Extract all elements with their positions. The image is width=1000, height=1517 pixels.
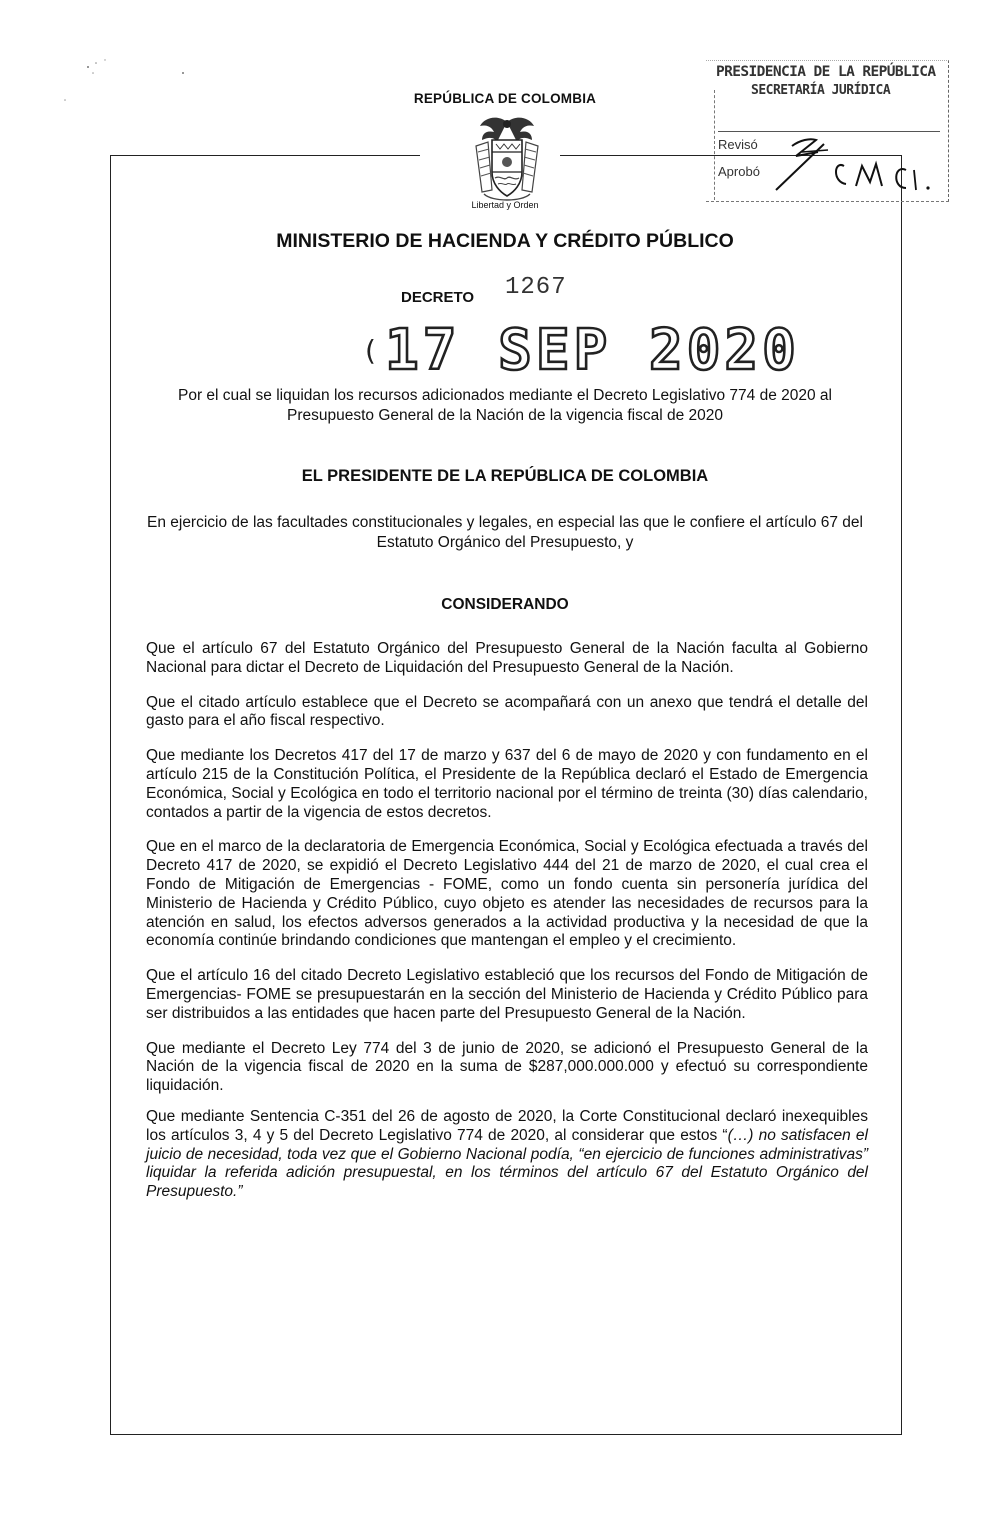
stamp-aprobo-label: Aprobó xyxy=(718,164,760,179)
paragraph-1: Que el artículo 67 del Estatuto Orgánico del Presupuesto General de la Nación faculta al Gobierno Nacional para dictar el Decreto de Liquidación del Presupuesto General de la Nación. xyxy=(146,640,868,676)
president-heading: EL PRESIDENTE DE LA REPÚBLICA DE COLOMBIA xyxy=(301,467,709,485)
decree-number: 1267 xyxy=(505,274,567,301)
considerando-heading: CONSIDERANDO xyxy=(441,596,569,613)
paragraph-2: Que el citado artículo establece que el Decreto se acompañará con un anexo que tendrá el detalle del gasto para el año fiscal respectivo. xyxy=(146,693,868,730)
paragraph-7-quote: (…) no satisfacen el juicio de necesidad, toda vez que el Gobierno Nacional podía, “en ejercicio de funciones administrativas” liquidar la referida adición presupuestal, en los términos del artículo 67 del Estatuto Orgánico del Presupuesto.” xyxy=(146,1126,868,1201)
paragraph-3: Que mediante los Decretos 417 del 17 de marzo y 637 del 6 de mayo de 2020 y con fundamento en el artículo 215 de la Constitución Política, el Presidente de la República declaró el Estado de Emergencia Económica, Social y Ecológica en todo el territorio nacional por el término de treinta (30) días calendario, contados a partir de la vigencia de estos decretos. xyxy=(146,747,868,821)
paragraph-7-intro: Que mediante Sentencia C-351 del 26 de agosto de 2020, la Corte Constitucional declaró inexequibles los artículos 3, 4 y 5 del Decreto Legislativo 774 de 2020, al considerar que estos “ xyxy=(146,1107,868,1144)
country-heading: REPÚBLICA DE COLOMBIA xyxy=(413,91,597,106)
considerations-body xyxy=(146,640,868,1218)
approval-stamp xyxy=(706,60,950,202)
faculties-statement: En ejercicio de las facultades constitucionales y legales, en especial las que le confiere el artículo 67 del Estatuto Orgánico del Presupuesto, y xyxy=(146,514,863,551)
scan-specks xyxy=(60,55,210,115)
date-open-paren: ( xyxy=(365,334,376,367)
ministry-title: MINISTERIO DE HACIENDA Y CRÉDITO PÚBLICO xyxy=(276,230,734,252)
decree-subject: Por el cual se liquidan los recursos adicionados mediante el Decreto Legislativo 774 de 2020 al Presupuesto General de la Nación de la vigencia fiscal de 2020 xyxy=(178,387,832,424)
paragraph-6: Que mediante el Decreto Ley 774 del 3 de junio de 2020, se adicionó el Presupuesto General de la Nación de la vigencia fiscal de 2020 en la suma de $287,000.000.000 y efectuó su correspondiente liquidación. xyxy=(146,1039,868,1095)
motto: Libertad y Orden xyxy=(471,200,539,210)
paragraph-7 xyxy=(146,1108,868,1202)
handwritten-signatures xyxy=(706,60,950,202)
decree-date-stamp: 17 SEP 2020 xyxy=(385,318,800,383)
coat-of-arms-icon xyxy=(462,112,552,208)
stamp-reviso-label: Revisó xyxy=(718,137,758,152)
paragraph-5: Que el artículo 16 del citado Decreto Legislativo estableció que los recursos del Fondo de Mitigación de Emergencias- FOME se presupuestarán en la sección del Ministerio de Hacienda y Crédito Público para ser distribuidos a las entidades que hacen parte del Presupuesto General de la Nación. xyxy=(146,967,868,1022)
stamp-presidency: PRESIDENCIA DE LA REPÚBLICA xyxy=(716,64,936,80)
paragraph-4: Que en el marco de la declaratoria de Emergencia Económica, Social y Ecológica efectuada a través del Decreto 417 de 2020, se expidió el Decreto Legislativo 444 del 21 de marzo de 2020, el cual crea el Fondo de Mitigación de Emergencias - FOME, como un fondo cuenta sin personería jurídica del Ministerio de Hacienda y Crédito Público, cuyo objeto es atender las necesidades de recursos para la atención en salud, los efectos adversos generados a la actividad productiva y la necesidad de que la economía continúe brindando condiciones que mantengan el empleo y el crecimiento. xyxy=(146,838,868,950)
decree-label: DECRETO xyxy=(401,289,475,306)
stamp-secretariat: SECRETARÍA JURÍDICA xyxy=(751,83,891,98)
